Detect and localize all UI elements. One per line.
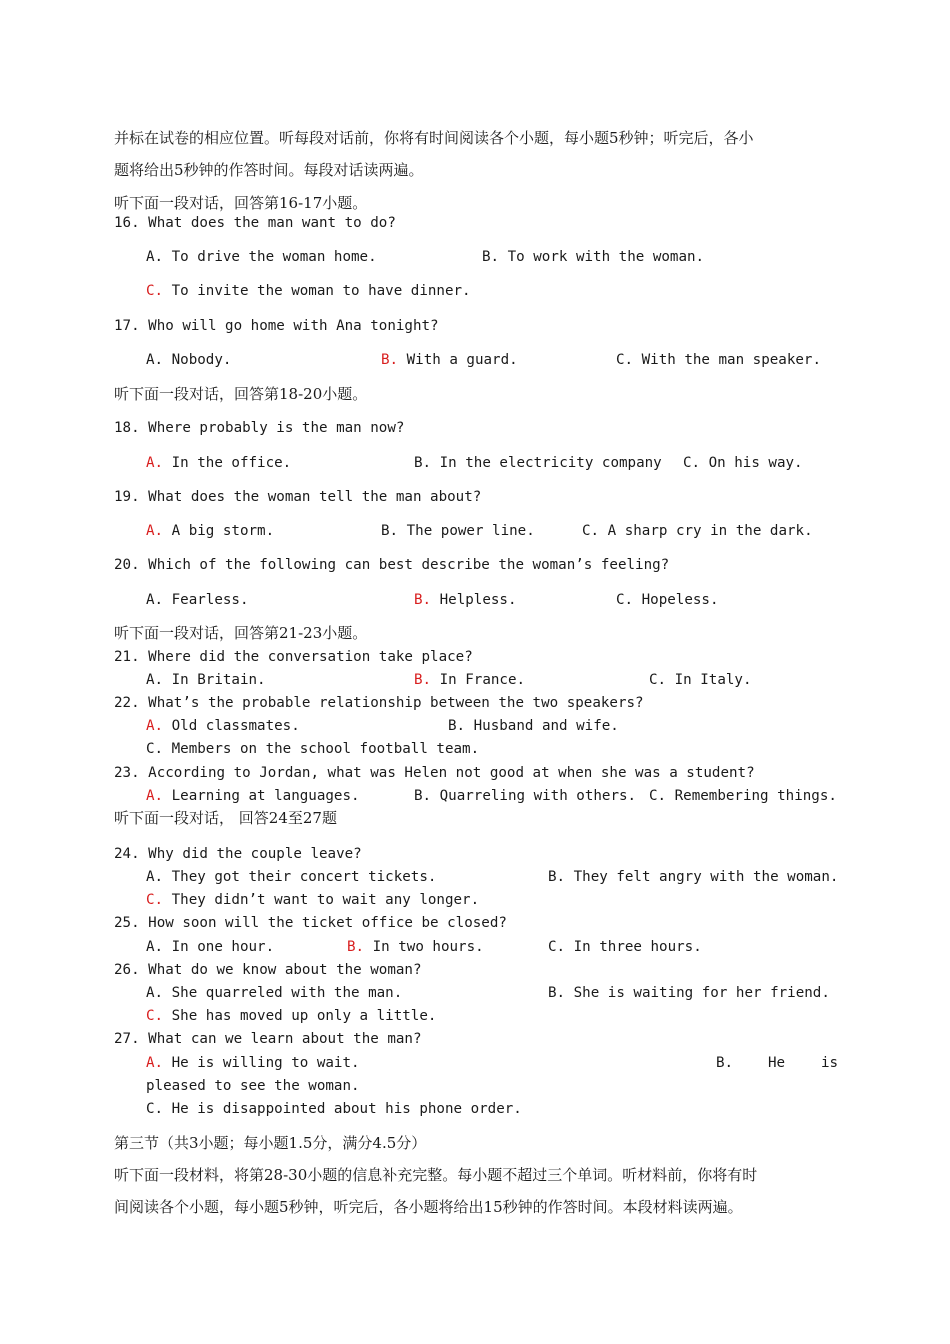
option-letter: A.: [146, 985, 164, 1001]
option-letter: C.: [649, 672, 667, 688]
answer-letter: A.: [146, 1055, 164, 1071]
option-text: They got their concert tickets.: [171, 869, 437, 885]
option-23-a: [146, 786, 360, 806]
option-letter: C.: [548, 939, 566, 955]
question-24: [114, 844, 362, 864]
question-text: What does the man want to do?: [148, 215, 396, 231]
question-20: [114, 555, 669, 575]
answer-letter: A.: [146, 523, 164, 539]
answer-letter: A.: [146, 455, 164, 471]
option-text: Nobody.: [171, 352, 232, 368]
option-letter: C.: [683, 455, 701, 471]
section-heading-21-23: 听下面一段对话，回答第21-23小题。: [114, 624, 368, 642]
option-26-b: [548, 983, 830, 1003]
section-heading-18-20: 听下面一段对话，回答第18-20小题。: [114, 385, 368, 403]
option-letter: B.: [381, 523, 399, 539]
part-3-line-1: 听下面一段材料，将第28-30小题的信息补充完整。每小题不超过三个单词。听材料前，你将有时: [114, 1166, 758, 1184]
option-22-b: [448, 716, 619, 736]
option-text: In Britain.: [171, 672, 266, 688]
question-text: What does the woman tell the man about?: [148, 489, 482, 505]
option-text: A big storm.: [171, 523, 275, 539]
option-letter: A.: [146, 869, 164, 885]
option-16-b: [482, 247, 704, 267]
option-21-a: [146, 670, 266, 690]
option-text: Fearless.: [171, 592, 249, 608]
option-19-c: [582, 521, 813, 541]
option-20-c: [616, 590, 719, 610]
question-16: [114, 213, 396, 233]
question-23: [114, 763, 755, 783]
question-25: [114, 913, 507, 933]
option-25-c: [548, 937, 702, 957]
option-27-b-letter: B.: [716, 1055, 734, 1071]
option-text: On his way.: [708, 455, 803, 471]
question-number: 19.: [114, 489, 140, 505]
option-27-a: [146, 1053, 360, 1073]
option-text: In the office.: [171, 455, 292, 471]
option-27-c: [146, 1099, 522, 1119]
part-3-heading: 第三节（共3小题；每小题1.5分，满分4.5分）: [114, 1134, 427, 1152]
option-text: Quarreling with others.: [439, 788, 637, 804]
option-letter: B.: [482, 249, 500, 265]
option-text: With the man speaker.: [641, 352, 822, 368]
answer-letter: B.: [347, 939, 365, 955]
option-letter: B.: [548, 869, 566, 885]
option-letter: C.: [582, 523, 600, 539]
option-20-a: [146, 590, 249, 610]
answer-letter: B.: [414, 672, 432, 688]
option-text: He is willing to wait.: [171, 1055, 360, 1071]
option-16-a: [146, 247, 377, 267]
option-18-c: [683, 453, 803, 473]
option-text: In the electricity company: [439, 455, 662, 471]
option-text: To drive the woman home.: [171, 249, 377, 265]
answer-letter: C.: [146, 892, 164, 908]
option-19-a: [146, 521, 274, 541]
question-text: What’s the probable relationship between the two speakers?: [148, 695, 644, 711]
question-number: 26.: [114, 962, 140, 978]
question-text: Which of the following can best describe the woman’s feeling?: [148, 557, 670, 573]
option-letter: A.: [146, 672, 164, 688]
option-19-b: [381, 521, 535, 541]
option-16-c: [146, 281, 471, 301]
option-letter: C.: [146, 1101, 164, 1117]
option-text: She has moved up only a little.: [171, 1008, 437, 1024]
option-18-a: [146, 453, 291, 473]
question-17: [114, 316, 439, 336]
option-24-a: [146, 867, 436, 887]
question-22: [114, 693, 644, 713]
intro-line-1: 并标在试卷的相应位置。听每段对话前，你将有时间阅读各个小题，每小题5秒钟；听完后，各小: [114, 129, 754, 147]
option-26-c: [146, 1006, 436, 1026]
option-21-b: [414, 670, 525, 690]
option-22-a: [146, 716, 300, 736]
option-24-c: [146, 890, 479, 910]
option-letter: C.: [146, 741, 164, 757]
question-26: [114, 960, 422, 980]
answer-letter: C.: [146, 1008, 164, 1024]
question-text: Where probably is the man now?: [148, 420, 405, 436]
question-text: Why did the couple leave?: [148, 846, 362, 862]
option-26-a: [146, 983, 402, 1003]
question-text: What can we learn about the man?: [148, 1031, 422, 1047]
option-letter: C.: [616, 352, 634, 368]
option-25-a: [146, 937, 274, 957]
option-letter: A.: [146, 352, 164, 368]
option-text: The power line.: [406, 523, 535, 539]
option-23-c: [649, 786, 837, 806]
question-number: 18.: [114, 420, 140, 436]
question-18: [114, 418, 404, 438]
question-text: Where did the conversation take place?: [148, 649, 473, 665]
question-number: 27.: [114, 1031, 140, 1047]
option-text: In France.: [439, 672, 526, 688]
question-number: 21.: [114, 649, 140, 665]
option-text: In one hour.: [171, 939, 275, 955]
option-text: To invite the woman to have dinner.: [171, 283, 471, 299]
option-text: Remembering things.: [674, 788, 837, 804]
option-text: With a guard.: [406, 352, 518, 368]
option-17-b: [381, 350, 518, 370]
option-letter: A.: [146, 592, 164, 608]
option-text: Hopeless.: [641, 592, 719, 608]
option-letter: B.: [414, 788, 432, 804]
option-text: Husband and wife.: [473, 718, 619, 734]
part-3-line-2: 间阅读各个小题，每小题5秒钟，听完后，各小题将给出15秒钟的作答时间。本段材料读两遍。: [114, 1198, 743, 1216]
option-27-b-word-1: He: [768, 1055, 786, 1071]
answer-letter: B.: [381, 352, 399, 368]
option-text: Members on the school football team.: [171, 741, 480, 757]
option-text: In three hours.: [573, 939, 702, 955]
question-21: [114, 647, 473, 667]
answer-letter: A.: [146, 718, 164, 734]
question-number: 17.: [114, 318, 140, 334]
option-text: He is disappointed about his phone order.: [171, 1101, 522, 1117]
option-letter: B.: [414, 455, 432, 471]
option-text: Old classmates.: [171, 718, 300, 734]
answer-letter: A.: [146, 788, 164, 804]
question-number: 24.: [114, 846, 140, 862]
section-heading-24-27: 听下面一段对话， 回答24至27题: [114, 809, 337, 827]
option-letter: A.: [146, 249, 164, 265]
option-21-c: [649, 670, 752, 690]
answer-letter: C.: [146, 283, 164, 299]
option-17-a: [146, 350, 231, 370]
option-27-b-word-2: is: [821, 1055, 839, 1071]
option-text: She is waiting for her friend.: [573, 985, 830, 1001]
option-25-b: [347, 937, 484, 957]
answer-letter: B.: [414, 592, 432, 608]
option-letter: B.: [548, 985, 566, 1001]
option-18-b: [414, 453, 662, 473]
option-letter: A.: [146, 939, 164, 955]
option-text: Helpless.: [439, 592, 517, 608]
question-number: 16.: [114, 215, 140, 231]
question-19: [114, 487, 481, 507]
question-number: 22.: [114, 695, 140, 711]
option-text: A sharp cry in the dark.: [607, 523, 813, 539]
option-text: She quarreled with the man.: [171, 985, 403, 1001]
question-number: 20.: [114, 557, 140, 573]
question-number: 23.: [114, 765, 140, 781]
option-text: To work with the woman.: [507, 249, 705, 265]
option-23-b: [414, 786, 636, 806]
option-letter: C.: [616, 592, 634, 608]
option-text: Learning at languages.: [171, 788, 360, 804]
option-letter: B.: [448, 718, 466, 734]
option-17-c: [616, 350, 821, 370]
question-number: 25.: [114, 915, 140, 931]
question-text: How soon will the ticket office be closed?: [148, 915, 507, 931]
option-text: In Italy.: [674, 672, 752, 688]
option-text: In two hours.: [372, 939, 484, 955]
option-text: They felt angry with the woman.: [573, 869, 839, 885]
section-heading-16-17: 听下面一段对话，回答第16-17小题。: [114, 194, 368, 212]
question-27: [114, 1029, 422, 1049]
question-text: Who will go home with Ana tonight?: [148, 318, 439, 334]
question-text: What do we know about the woman?: [148, 962, 422, 978]
option-24-b: [548, 867, 838, 887]
option-22-c: [146, 739, 479, 759]
option-text: They didn’t want to wait any longer.: [171, 892, 480, 908]
question-text: According to Jordan, what was Helen not good at when she was a student?: [148, 765, 755, 781]
option-letter: C.: [649, 788, 667, 804]
option-20-b: [414, 590, 517, 610]
intro-line-2: 题将给出5秒钟的作答时间。每段对话读两遍。: [114, 161, 424, 179]
option-27-b-continued: pleased to see the woman.: [146, 1078, 360, 1094]
